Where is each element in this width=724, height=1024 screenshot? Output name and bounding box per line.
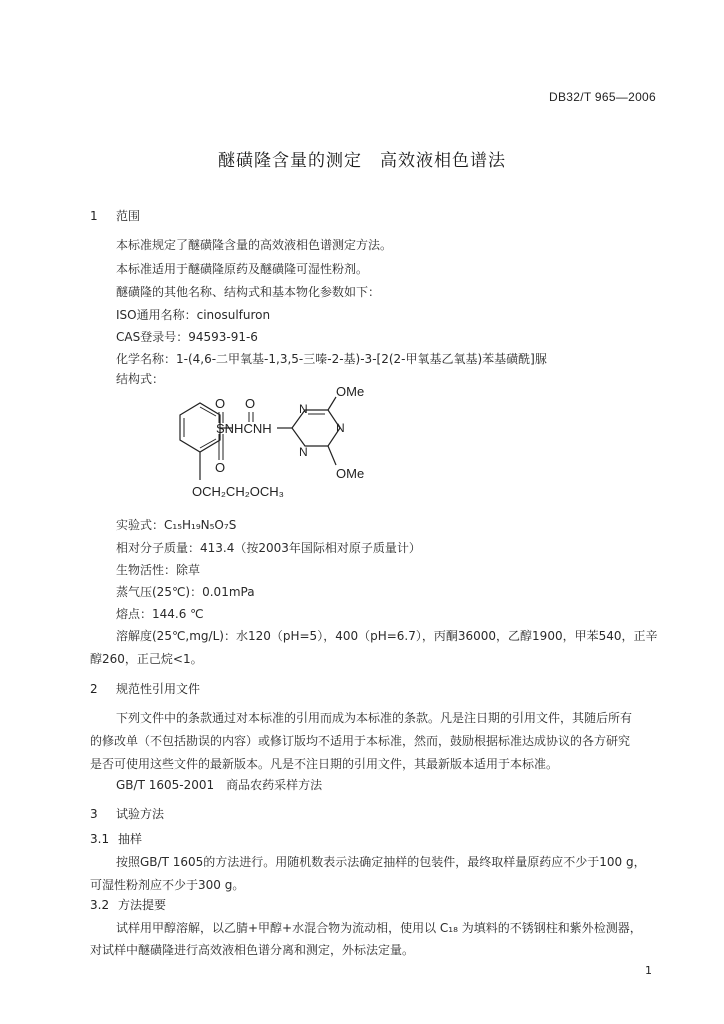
subsection-title: 方法提要 — [118, 898, 167, 912]
sulfonyl-oxygen-bottom: O — [215, 460, 226, 475]
triazine-n3: N — [299, 445, 308, 459]
solubility-cont: 醇260，正己烷<1。 — [90, 652, 203, 666]
biological-activity: 生物活性：除草 — [116, 563, 201, 577]
structure-label: 结构式： — [116, 372, 165, 386]
chemical-name: 化学名称：1-(4,6-二甲氧基-1,3,5-三嗪-2-基)-3-[2(2-甲氧基乙氧基)苯基磺酰]脲 — [116, 352, 547, 366]
melting-point: 熔点：144.6 ℃ — [116, 607, 204, 621]
paragraph: 醚磺隆的其他名称、结构式和基本物化参数如下： — [116, 285, 381, 299]
empirical-formula: 实验式：C₁₅H₁₉N₅O₇S — [116, 518, 237, 532]
section-number: 2 — [90, 682, 98, 696]
paragraph: 本标准适用于醚磺隆原药及醚磺隆可湿性粉剂。 — [116, 262, 369, 276]
paragraph: 的修改单（不包括勘误的内容）或修订版均不适用于本标准，然而，鼓励根据标准达成协议的各方研究 — [90, 734, 631, 748]
structural-formula — [150, 380, 390, 505]
cas-number: CAS登录号：94593-91-6 — [116, 330, 258, 344]
document-title: 醚磺隆含量的测定 高效液相色谱法 — [218, 151, 506, 171]
paragraph: 本标准规定了醚磺隆含量的高效液相色谱测定方法。 — [116, 238, 393, 252]
methoxy-bottom: OMe — [336, 466, 365, 481]
section-title: 试验方法 — [116, 807, 165, 821]
subsection-3-1-heading — [90, 830, 142, 847]
subsection-title: 抽样 — [118, 832, 143, 846]
carbonyl-oxygen: O — [245, 396, 256, 411]
vapor-pressure: 蒸气压(25℃)：0.01mPa — [116, 585, 255, 599]
ethoxy-side-chain: OCH₂CH₂OCH₃ — [192, 484, 284, 499]
subsection-3-2-heading — [90, 896, 166, 913]
iso-name: ISO通用名称：cinosulfuron — [116, 308, 271, 322]
normative-reference: GB/T 1605-2001 商品农药采样方法 — [116, 778, 323, 792]
paragraph: 对试样中醚磺隆进行高效液相色谱分离和测定，外标法定量。 — [90, 943, 415, 957]
benzene-ring — [180, 403, 220, 452]
triazine-n1: N — [299, 402, 308, 416]
paragraph: 下列文件中的条款通过对本标准的引用而成为本标准的条款。凡是注日期的引用文件，其随后所有 — [116, 711, 633, 725]
paragraph: 试样用甲醇溶解，以乙腈+甲醇+水混合物为流动相，使用以 C₁₈ 为填料的不锈钢柱和紫外检测器， — [116, 921, 642, 935]
section-number: 1 — [90, 209, 98, 223]
molecular-weight: 相对分子质量：413.4（按2003年国际相对原子质量计） — [116, 541, 421, 555]
section-number: 3 — [90, 807, 98, 821]
paragraph: 按照GB/T 1605的方法进行。用随机数表示法确定抽样的包装件，最终取样量原药应不少于100 g， — [116, 855, 646, 869]
standard-code: DB32/T 965—2006 — [548, 90, 656, 104]
paragraph: 是否可使用这些文件的最新版本。凡是不注日期的引用文件，其最新版本适用于本标准。 — [90, 757, 559, 771]
section-3-heading — [90, 805, 164, 822]
solubility: 溶解度(25℃,mg/L)：水120（pH=5），400（pH=6.7），丙酮36000，乙醇1900，甲苯540，正辛 — [116, 629, 658, 643]
subsection-number: 3.1 — [90, 832, 110, 846]
triazine-n2: N — [336, 421, 345, 435]
methoxy-top: OMe — [336, 384, 365, 399]
section-2-heading — [90, 680, 200, 697]
subsection-number: 3.2 — [90, 898, 110, 912]
page-number: 1 — [645, 964, 652, 977]
section-1-heading — [90, 207, 140, 224]
urea-chain: SNHCNH — [216, 421, 272, 436]
sulfonyl-oxygen-top: O — [215, 396, 226, 411]
paragraph: 可湿性粉剂应不少于300 g。 — [90, 878, 245, 892]
section-title: 范围 — [116, 209, 141, 223]
section-title: 规范性引用文件 — [116, 682, 201, 696]
